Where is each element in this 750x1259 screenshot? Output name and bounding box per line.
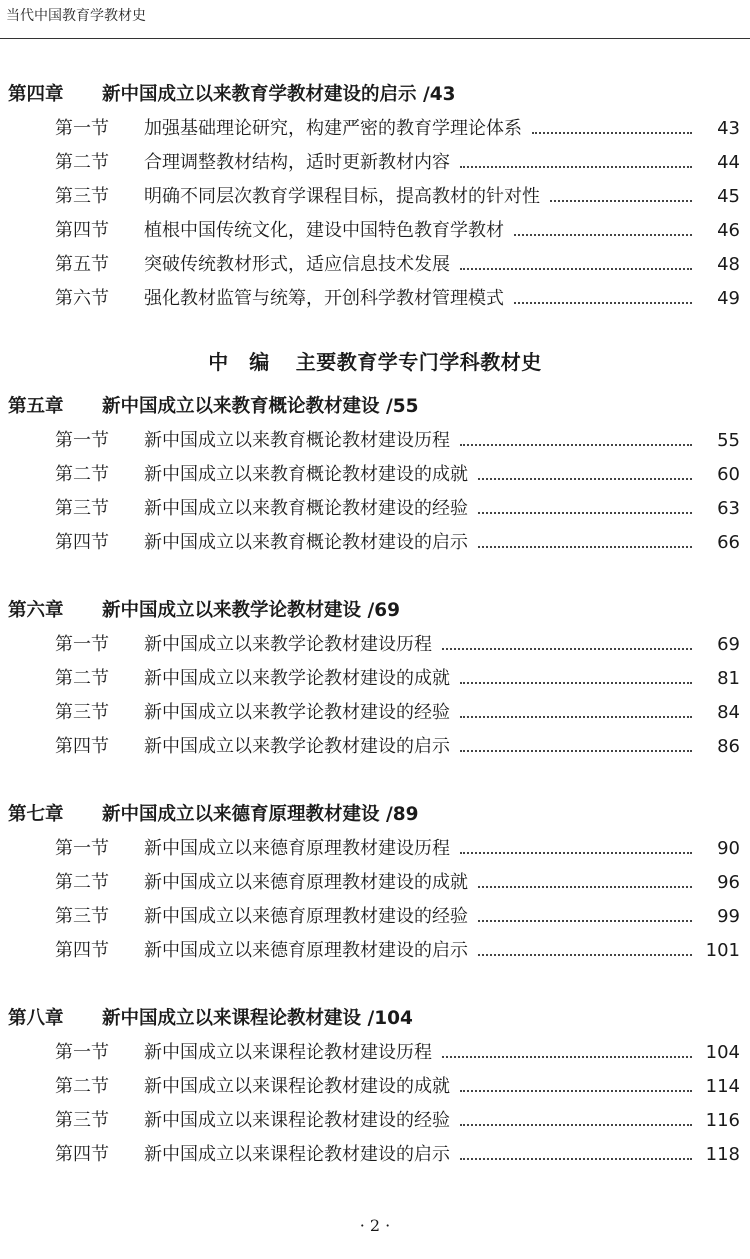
chapter-heading[interactable] <box>0 594 750 628</box>
toc-entry[interactable] <box>0 662 750 696</box>
dot-leader <box>460 1090 692 1092</box>
toc-entry[interactable] <box>0 866 750 900</box>
header-rule <box>0 38 750 39</box>
toc-entry[interactable] <box>0 112 750 146</box>
section-title: 新中国成立以来课程论教材建设的成就 <box>144 1076 450 1097</box>
section-title: 新中国成立以来德育原理教材建设的启示 <box>144 940 468 961</box>
toc-entry[interactable] <box>0 832 750 866</box>
section-number: 第三节 <box>55 1110 109 1131</box>
toc-entry[interactable] <box>0 730 750 764</box>
section-title: 新中国成立以来教学论教材建设的启示 <box>144 736 450 757</box>
toc-entry[interactable] <box>0 180 750 214</box>
dot-leader <box>460 1158 692 1160</box>
page-ref: 44 <box>717 152 740 173</box>
dot-leader <box>442 648 692 650</box>
section-number: 第一节 <box>55 1042 109 1063</box>
chapter-title: 新中国成立以来教学论教材建设 /69 <box>102 600 400 621</box>
dot-leader <box>460 1124 692 1126</box>
section-title: 新中国成立以来教学论教材建设的成就 <box>144 668 450 689</box>
page-ref: 66 <box>717 532 740 553</box>
page-ref: 86 <box>717 736 740 757</box>
dot-leader <box>478 920 692 922</box>
section-number: 第一节 <box>55 838 109 859</box>
section-title: 新中国成立以来教学论教材建设的经验 <box>144 702 450 723</box>
dot-leader <box>514 302 692 304</box>
toc-chapters-before <box>0 78 750 316</box>
section-number: 第二节 <box>55 872 109 893</box>
section-number: 第二节 <box>55 152 109 173</box>
chapter-number: 第八章 <box>8 1008 64 1029</box>
toc-chapters-after <box>0 390 750 1172</box>
section-title: 新中国成立以来课程论教材建设的经验 <box>144 1110 450 1131</box>
section-title: 突破传统教材形式，适应信息技术发展 <box>144 254 450 275</box>
part-label: 中 编 <box>208 350 270 374</box>
page-ref: 81 <box>717 668 740 689</box>
toc-entry[interactable] <box>0 1036 750 1070</box>
toc-entry[interactable] <box>0 248 750 282</box>
section-title: 新中国成立以来教学论教材建设历程 <box>144 634 432 655</box>
toc-chapter <box>0 78 750 316</box>
page-ref: 99 <box>717 906 740 927</box>
section-number: 第二节 <box>55 1076 109 1097</box>
running-head: 当代中国教育学教材史 <box>6 8 146 24</box>
chapter-heading[interactable] <box>0 1002 750 1036</box>
section-number: 第二节 <box>55 668 109 689</box>
page-ref: 55 <box>717 430 740 451</box>
section-number: 第四节 <box>55 1144 109 1165</box>
dot-leader <box>460 750 692 752</box>
section-number: 第三节 <box>55 498 109 519</box>
toc-chapter <box>0 798 750 968</box>
dot-leader <box>460 682 692 684</box>
section-number: 第三节 <box>55 702 109 723</box>
page-ref: 43 <box>717 118 740 139</box>
page-ref: 48 <box>717 254 740 275</box>
page-ref: 96 <box>717 872 740 893</box>
dot-leader <box>460 716 692 718</box>
toc-entry[interactable] <box>0 900 750 934</box>
section-number: 第一节 <box>55 118 109 139</box>
dot-leader <box>550 200 692 202</box>
toc-entry[interactable] <box>0 458 750 492</box>
toc-entry[interactable] <box>0 1104 750 1138</box>
section-number: 第二节 <box>55 464 109 485</box>
chapter-heading[interactable] <box>0 78 750 112</box>
section-title: 新中国成立以来德育原理教材建设的成就 <box>144 872 468 893</box>
section-number: 第三节 <box>55 906 109 927</box>
section-title: 合理调整教材结构，适时更新教材内容 <box>144 152 450 173</box>
section-title: 新中国成立以来教育概论教材建设的经验 <box>144 498 468 519</box>
table-of-contents <box>0 78 750 1206</box>
section-number: 第一节 <box>55 430 109 451</box>
page-ref: 45 <box>717 186 740 207</box>
chapter-number: 第六章 <box>8 600 64 621</box>
toc-entry[interactable] <box>0 214 750 248</box>
page-ref: 63 <box>717 498 740 519</box>
toc-entry[interactable] <box>0 1070 750 1104</box>
dot-leader <box>460 268 692 270</box>
section-title: 明确不同层次教育学课程目标，提高教材的针对性 <box>144 186 540 207</box>
section-title: 加强基础理论研究，构建严密的教育学理论体系 <box>144 118 522 139</box>
chapter-number: 第七章 <box>8 804 64 825</box>
chapter-number: 第四章 <box>8 84 64 105</box>
dot-leader <box>478 546 692 548</box>
toc-entry[interactable] <box>0 424 750 458</box>
section-title: 植根中国传统文化，建设中国特色教育学教材 <box>144 220 504 241</box>
toc-entry[interactable] <box>0 696 750 730</box>
dot-leader <box>514 234 692 236</box>
page-ref: 101 <box>705 940 740 961</box>
section-number: 第六节 <box>55 288 109 309</box>
chapter-title: 新中国成立以来课程论教材建设 /104 <box>102 1008 413 1029</box>
section-title: 强化教材监管与统筹，开创科学教材管理模式 <box>144 288 504 309</box>
dot-leader <box>442 1056 692 1058</box>
section-title: 新中国成立以来德育原理教材建设历程 <box>144 838 450 859</box>
chapter-title: 新中国成立以来教育概论教材建设 /55 <box>102 396 419 417</box>
toc-entry[interactable] <box>0 146 750 180</box>
section-number: 第四节 <box>55 736 109 757</box>
dot-leader <box>478 478 692 480</box>
section-number: 第一节 <box>55 634 109 655</box>
dot-leader <box>478 954 692 956</box>
page-ref: 49 <box>717 288 740 309</box>
dot-leader <box>478 512 692 514</box>
page-ref: 46 <box>717 220 740 241</box>
page-ref: 84 <box>717 702 740 723</box>
chapter-heading[interactable] <box>0 798 750 832</box>
chapter-heading[interactable] <box>0 390 750 424</box>
page-ref: 90 <box>717 838 740 859</box>
chapter-title: 新中国成立以来德育原理教材建设 /89 <box>102 804 419 825</box>
toc-chapter <box>0 594 750 764</box>
dot-leader <box>532 132 692 134</box>
section-number: 第四节 <box>55 220 109 241</box>
section-title: 新中国成立以来课程论教材建设的启示 <box>144 1144 450 1165</box>
toc-entry[interactable] <box>0 526 750 560</box>
section-title: 新中国成立以来课程论教材建设历程 <box>144 1042 432 1063</box>
section-number: 第五节 <box>55 254 109 275</box>
dot-leader <box>460 852 692 854</box>
chapter-number: 第五章 <box>8 396 64 417</box>
toc-entry[interactable] <box>0 934 750 968</box>
page-ref: 104 <box>705 1042 740 1063</box>
page-ref: 60 <box>717 464 740 485</box>
toc-entry[interactable] <box>0 282 750 316</box>
toc-entry[interactable] <box>0 628 750 662</box>
dot-leader <box>460 166 692 168</box>
toc-entry[interactable] <box>0 1138 750 1172</box>
page-ref: 118 <box>705 1144 740 1165</box>
section-title: 新中国成立以来教育概论教材建设的启示 <box>144 532 468 553</box>
section-number: 第四节 <box>55 940 109 961</box>
dot-leader <box>460 444 692 446</box>
chapter-title: 新中国成立以来教育学教材建设的启示 /43 <box>102 84 456 105</box>
toc-entry[interactable] <box>0 492 750 526</box>
page-ref: 116 <box>705 1110 740 1131</box>
part-title <box>0 342 750 382</box>
toc-chapter <box>0 1002 750 1172</box>
part-name: 主要教育学专门学科教材史 <box>295 350 542 374</box>
section-number: 第三节 <box>55 186 109 207</box>
page-ref: 114 <box>705 1076 740 1097</box>
section-number: 第四节 <box>55 532 109 553</box>
page-number: · 2 · <box>359 1216 391 1235</box>
section-title: 新中国成立以来教育概论教材建设历程 <box>144 430 450 451</box>
section-title: 新中国成立以来教育概论教材建设的成就 <box>144 464 468 485</box>
dot-leader <box>478 886 692 888</box>
toc-chapter <box>0 390 750 560</box>
section-title: 新中国成立以来德育原理教材建设的经验 <box>144 906 468 927</box>
page-ref: 69 <box>717 634 740 655</box>
